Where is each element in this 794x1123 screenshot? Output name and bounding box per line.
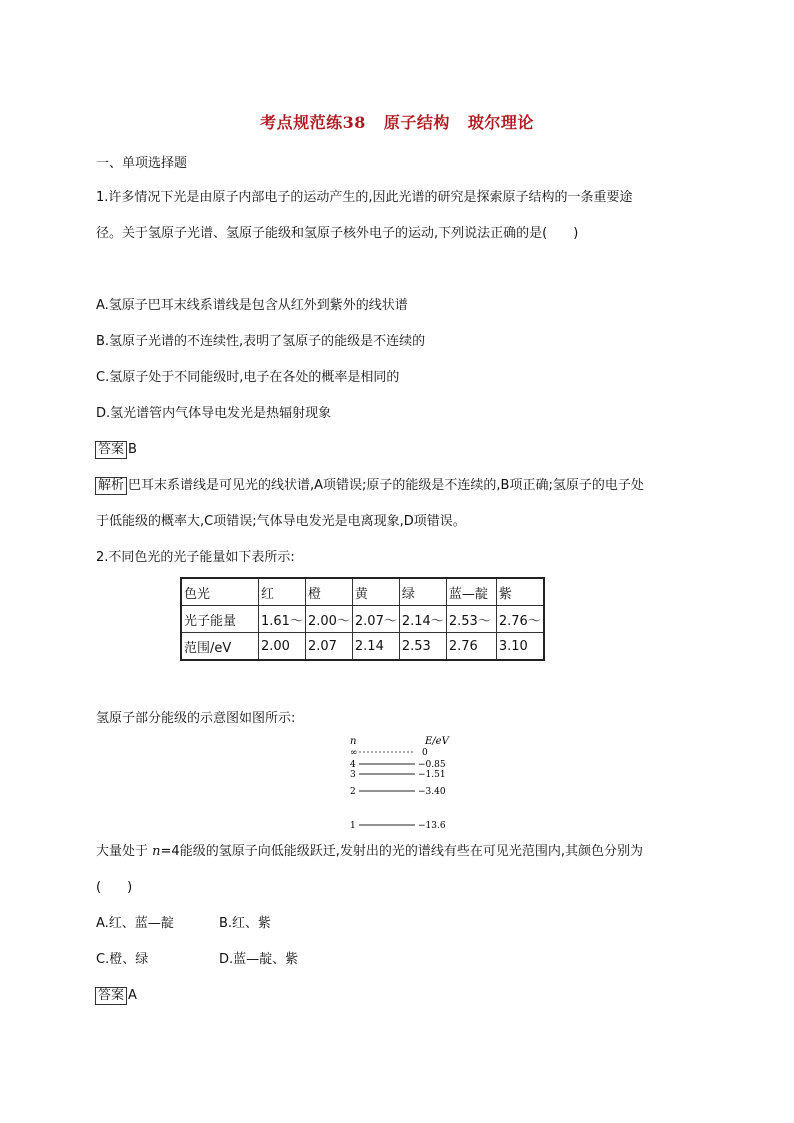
table-cell: 3.10 bbox=[496, 633, 543, 661]
q1-stem-line2: 径。关于氢原子光谱、氢原子能级和氢原子核外电子的运动,下列说法正确的是( ) bbox=[96, 226, 579, 241]
table-cell: 2.00 bbox=[259, 633, 306, 661]
table-cell: 紫 bbox=[496, 578, 543, 606]
level-e-3: −1.51 bbox=[418, 770, 446, 780]
q1-analysis-line2: 于低能级的概率大,C项错误;气体导电发光是电离现象,D项错误。 bbox=[96, 514, 466, 529]
table-cell: 1.61～ bbox=[259, 606, 306, 633]
level-e-1: −13.6 bbox=[418, 821, 446, 831]
q1-stem-line1: 1.许多情况下光是由原子内部电子的运动产生的,因此光谱的研究是探索原子结构的一条重要途 bbox=[96, 190, 633, 205]
table-cell: 橙 bbox=[305, 578, 352, 606]
q1-option-c: C.氢原子处于不同能级时,电子在各处的概率是相同的 bbox=[96, 370, 400, 385]
table-cell: 2.14 bbox=[352, 633, 399, 661]
answer-tag: 答案 bbox=[95, 987, 127, 1005]
level-e-inf: 0 bbox=[422, 748, 428, 758]
q1-answer-value: B bbox=[128, 442, 137, 457]
answer-tag: 答案 bbox=[95, 441, 127, 459]
level-e-2: −3.40 bbox=[418, 787, 446, 797]
level-n-inf: ∞ bbox=[350, 748, 358, 758]
q1-option-b: B.氢原子光谱的不连续性,表明了氢原子的能级是不连续的 bbox=[96, 334, 426, 349]
title-topic-1: 原子结构 bbox=[383, 113, 450, 132]
q2-stem-var: n bbox=[152, 844, 161, 859]
q2-answer bbox=[95, 987, 137, 1005]
table-cell: 2.53 bbox=[399, 633, 446, 661]
table-row bbox=[181, 606, 544, 633]
analysis-tag: 解析 bbox=[95, 477, 127, 495]
diagram-intro: 氢原子部分能级的示意图如图所示: bbox=[96, 711, 296, 726]
table-cell: 2.76 bbox=[446, 633, 496, 661]
q1-answer bbox=[95, 441, 137, 459]
title-topic-2: 玻尔理论 bbox=[467, 113, 534, 132]
table-cell: 蓝—靛 bbox=[446, 578, 496, 606]
table-cell: 2.14～ bbox=[399, 606, 446, 633]
n-axis-label: n bbox=[350, 736, 357, 747]
table-cell: 2.07～ bbox=[352, 606, 399, 633]
table-header-color: 色光 bbox=[181, 578, 259, 606]
title-code: 考点规范练38 bbox=[260, 113, 366, 132]
level-n-4: 4 bbox=[350, 760, 356, 770]
table-header-range: 范围/eV bbox=[181, 633, 259, 661]
q2-option-a: A.红、蓝—靛 bbox=[96, 916, 174, 931]
level-e-4: −0.85 bbox=[418, 760, 446, 770]
q2-option-d: D.蓝—靛、紫 bbox=[219, 952, 299, 967]
table-cell: 红 bbox=[259, 578, 306, 606]
q2-answer-value: A bbox=[128, 988, 137, 1003]
q2-option-b: B.红、紫 bbox=[219, 916, 272, 931]
q2-stem-line1: 2.不同色光的光子能量如下表所示: bbox=[96, 550, 295, 565]
q2-stem-post: 能级的氢原子向低能级跃迁,发射出的光的谱线有些在可见光范围内,其颜色分别为 bbox=[179, 844, 643, 859]
level-n-3: 3 bbox=[350, 770, 356, 780]
table-row bbox=[181, 578, 544, 606]
q2-stem-eq: =4 bbox=[160, 844, 180, 859]
q1-analysis-line1 bbox=[95, 477, 644, 495]
table-cell: 2.00～ bbox=[305, 606, 352, 633]
q2-stem-paren: ( ) bbox=[96, 880, 133, 895]
table-header-energy: 光子能量 bbox=[181, 606, 259, 633]
q2-option-c: C.橙、绿 bbox=[96, 952, 149, 967]
table-cell: 绿 bbox=[399, 578, 446, 606]
q1-option-d: D.氢光谱管内气体导电发光是热辐射现象 bbox=[96, 406, 332, 421]
table-cell: 2.76～ bbox=[496, 606, 543, 633]
table-cell: 2.07 bbox=[305, 633, 352, 661]
q2-stem-line2 bbox=[96, 843, 643, 861]
level-n-2: 2 bbox=[350, 787, 356, 797]
photon-energy-table bbox=[180, 577, 545, 661]
q1-analysis-text: 巴耳末系谱线是可见光的线状谱,A项错误;原子的能级是不连续的,B项正确;氢原子的电子处 bbox=[128, 478, 644, 493]
table-row bbox=[181, 633, 544, 661]
e-axis-label: E/eV bbox=[425, 736, 449, 747]
q1-option-a: A.氢原子巴耳末线系谱线是包含从红外到紫外的线状谱 bbox=[96, 298, 408, 313]
level-n-1: 1 bbox=[350, 821, 356, 831]
table-cell: 2.53～ bbox=[446, 606, 496, 633]
table-cell: 黄 bbox=[352, 578, 399, 606]
section-heading: 一、单项选择题 bbox=[96, 156, 188, 171]
page-title bbox=[0, 110, 794, 133]
q2-stem-pre: 大量处于 bbox=[96, 844, 153, 859]
energy-level-diagram bbox=[340, 733, 460, 833]
